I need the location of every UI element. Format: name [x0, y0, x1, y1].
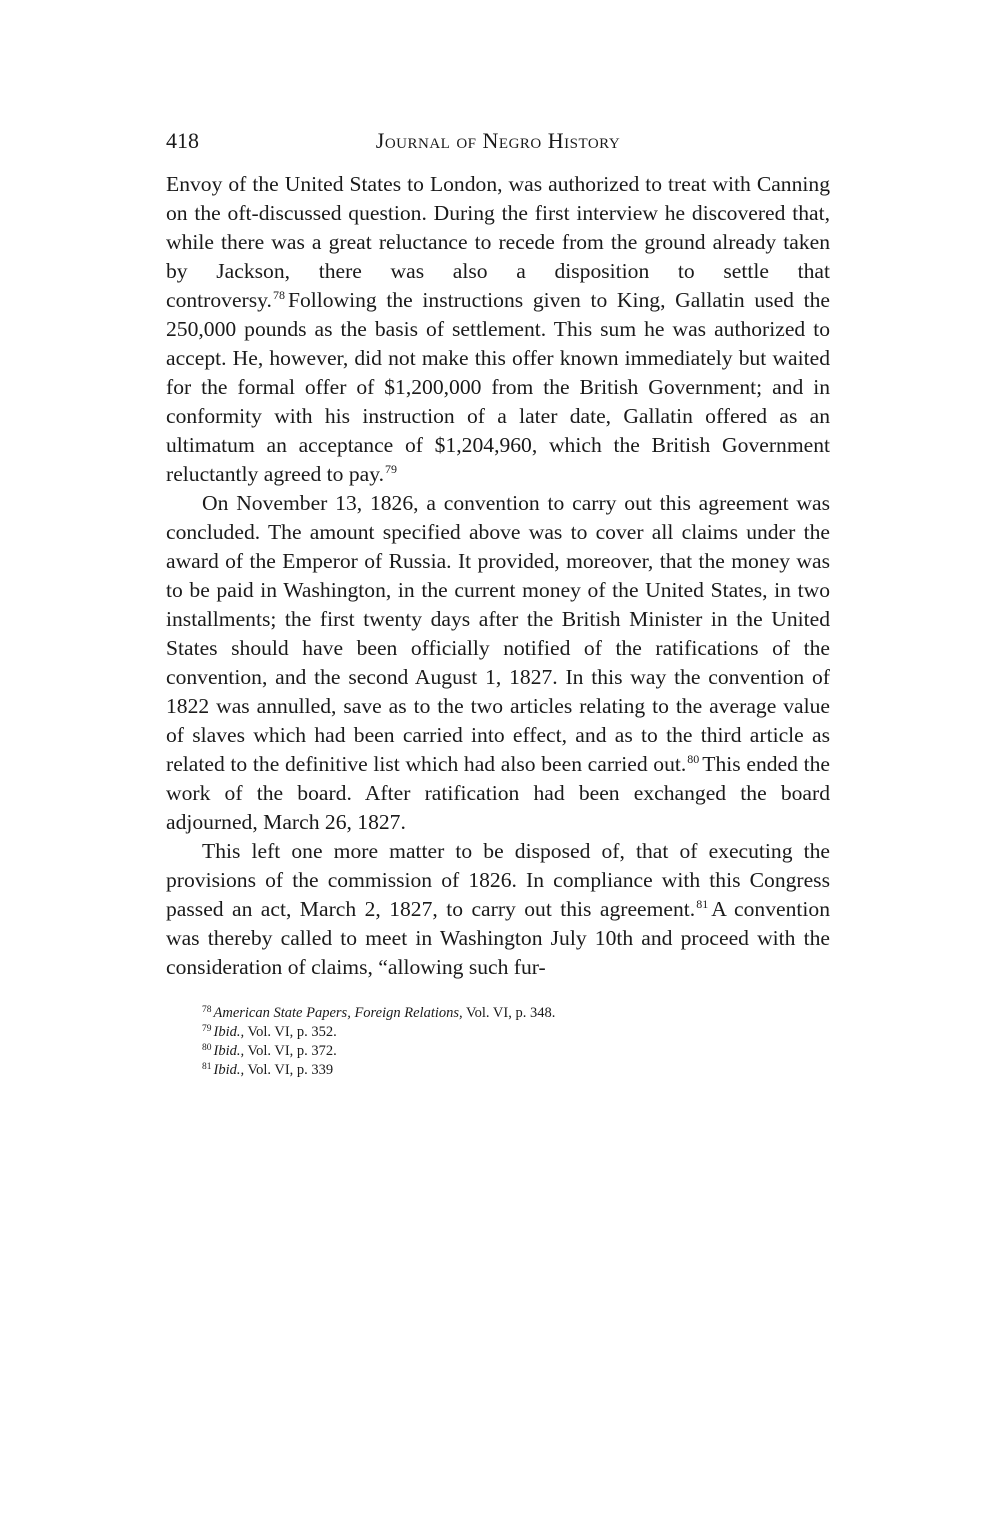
paragraph-text: On November 13, 1826, a convention to carry out this agreement was concluded. The amount specified above was to cover all claims under the award of the Emperor of Russia. It provided, moreover, that the money was to be paid in Washington, in the current money of the United States, in two installments; the first twenty days after the British Minister in the United States should have been officially notified of the ratifications of the convention, and the second August 1, 1827. In this way the convention of 1822 was annulled, save as to the two articles relating to the average value of slaves which had been carried into effect, and as to the third article as related to the definitive list which had also been carried out.	[166, 491, 830, 776]
paragraph-text: Envoy of the United States to London, was authorized to treat with Canning on the oft-discussed question. During the first interview he discovered that, while there was a great reluctance to recede from the ground already taken by Jackson, there was also a disposition to settle that controversy.	[166, 172, 830, 312]
footnote-reference: 79	[385, 462, 398, 476]
footnote	[166, 1004, 830, 1023]
journal-title: Journal of Negro History	[375, 128, 621, 153]
footnote	[166, 1061, 830, 1080]
paragraph-text: This ended the work of the board. After ratification had been exchanged the board adjourned, March 26, 1827.	[166, 752, 830, 834]
footnote-title: Ibid.,	[213, 1062, 245, 1078]
paragraph-text: A convention was thereby called to meet in Washington July 10th and proceed with the consideration of claims, “allowing such fur-	[166, 897, 830, 979]
footnote-title: Ibid.,	[213, 1043, 245, 1059]
paragraph	[166, 837, 830, 982]
footnote-number: 81	[202, 1062, 212, 1072]
paragraph-text: This left one more matter to be disposed of, that of executing the provisions of the commission of 1826. In compliance with this Congress passed an act, March 2, 1827, to carry out this agreement.	[166, 839, 830, 921]
footnote-title: American State Papers, Foreign Relations,	[213, 1005, 463, 1021]
footnotes	[166, 1004, 830, 1080]
footnote-reference: 78	[272, 288, 285, 302]
footnote-citation: Vol. VI, p. 339	[247, 1062, 334, 1078]
body-text	[166, 170, 830, 982]
footnote	[166, 1023, 830, 1042]
footnote-citation: Vol. VI, p. 348.	[466, 1005, 556, 1021]
footnote-number: 79	[202, 1024, 212, 1034]
footnote-citation: Vol. VI, p. 352.	[247, 1024, 337, 1040]
page-number: 418	[166, 128, 199, 153]
footnote-number: 80	[202, 1043, 212, 1053]
footnote-title: Ibid.,	[213, 1024, 245, 1040]
running-head	[166, 118, 830, 158]
paragraph-text: Following the instructions given to King, Gallatin used the 250,000 pounds as the basis of settlement. This sum he was authorized to accept. He, however, did not make this offer known immediately but waited for the formal offer of $1,200,000 from the British Government; and in conformity with his instruction of a later date, Gallatin offered as an ultimatum an acceptance of $1,204,960, which the British Government reluctantly agreed to pay.	[166, 288, 830, 486]
footnote-number: 78	[202, 1005, 212, 1015]
paragraph	[166, 170, 830, 489]
paragraph	[166, 489, 830, 837]
footnote	[166, 1042, 830, 1061]
footnote-reference: 80	[687, 752, 700, 766]
footnote-reference: 81	[696, 897, 709, 911]
footnote-citation: Vol. VI, p. 372.	[247, 1043, 337, 1059]
book-page	[166, 118, 830, 1080]
